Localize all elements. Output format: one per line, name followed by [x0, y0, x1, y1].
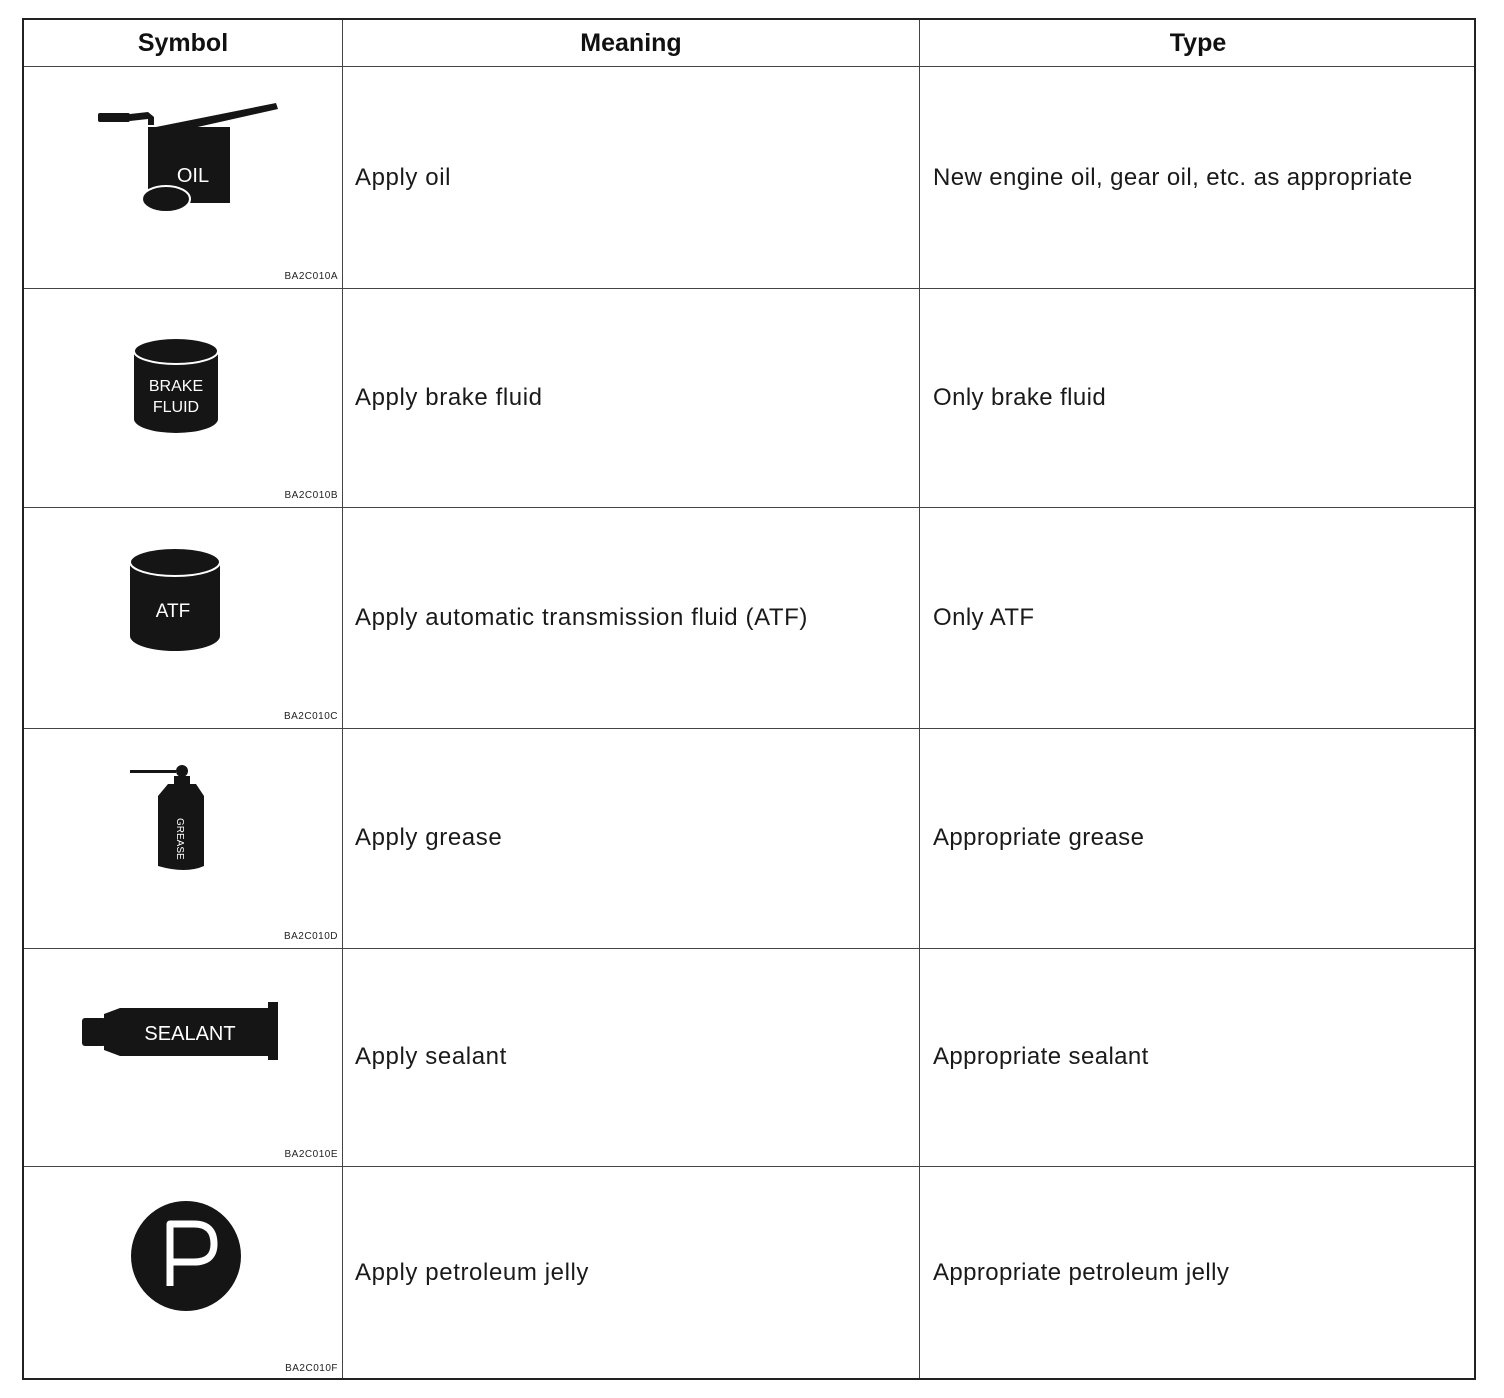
meaning-text: Apply automatic transmission fluid (ATF) [355, 603, 809, 631]
atf-can-icon [128, 544, 222, 654]
type-text: New engine oil, gear oil, etc. as appropriate [933, 163, 1413, 191]
icon-label: ATF [155, 601, 191, 622]
symbol-cell [24, 1166, 342, 1380]
symbol-cell [24, 948, 342, 1166]
symbol-code: BA2C010F [285, 1363, 338, 1374]
symbol-cell [24, 288, 342, 507]
table-row [24, 67, 1474, 288]
oil-can-icon [94, 103, 284, 213]
icon-label: OIL [176, 165, 210, 187]
lubricant-symbol-table [22, 18, 1476, 1380]
icon-label: SEALANT [144, 1023, 236, 1045]
petroleum-jelly-p-icon [130, 1200, 242, 1312]
grease-spray-can-icon [128, 762, 208, 874]
symbol-cell [24, 67, 342, 288]
symbol-cell [24, 507, 342, 728]
icon-label: GREASE [174, 818, 185, 860]
svg-text:FLUID: FLUID [152, 399, 200, 416]
meaning-text: Apply petroleum jelly [355, 1259, 590, 1286]
meaning-text: Apply brake fluid [355, 383, 543, 411]
table-header [24, 20, 1474, 67]
header-type: Type [1169, 29, 1227, 57]
table-row [24, 948, 1474, 1166]
sealant-tube-icon [80, 1002, 280, 1064]
type-text: Appropriate grease [933, 824, 1145, 851]
header-symbol: Symbol [137, 29, 229, 57]
meaning-text: Apply grease [355, 824, 503, 851]
table-row [24, 288, 1474, 507]
symbol-cell [24, 728, 342, 948]
type-text: Appropriate petroleum jelly [933, 1259, 1230, 1286]
symbol-code: BA2C010E [284, 1149, 338, 1160]
type-text: Appropriate sealant [933, 1043, 1149, 1070]
svg-text:BRAKE: BRAKE [148, 378, 204, 395]
meaning-text: Apply oil [355, 163, 452, 191]
symbol-code: BA2C010C [283, 711, 338, 722]
type-text: Only brake fluid [933, 383, 1107, 411]
table-row [24, 1166, 1474, 1380]
symbol-code: BA2C010B [284, 490, 338, 501]
table-row [24, 728, 1474, 948]
type-text: Only ATF [933, 603, 1035, 631]
brake-fluid-can-icon [132, 335, 220, 435]
header-meaning: Meaning [580, 29, 682, 57]
table-row [24, 507, 1474, 728]
symbol-code: BA2C010D [283, 931, 338, 942]
meaning-text: Apply sealant [355, 1043, 507, 1070]
symbol-code: BA2C010A [284, 271, 338, 282]
